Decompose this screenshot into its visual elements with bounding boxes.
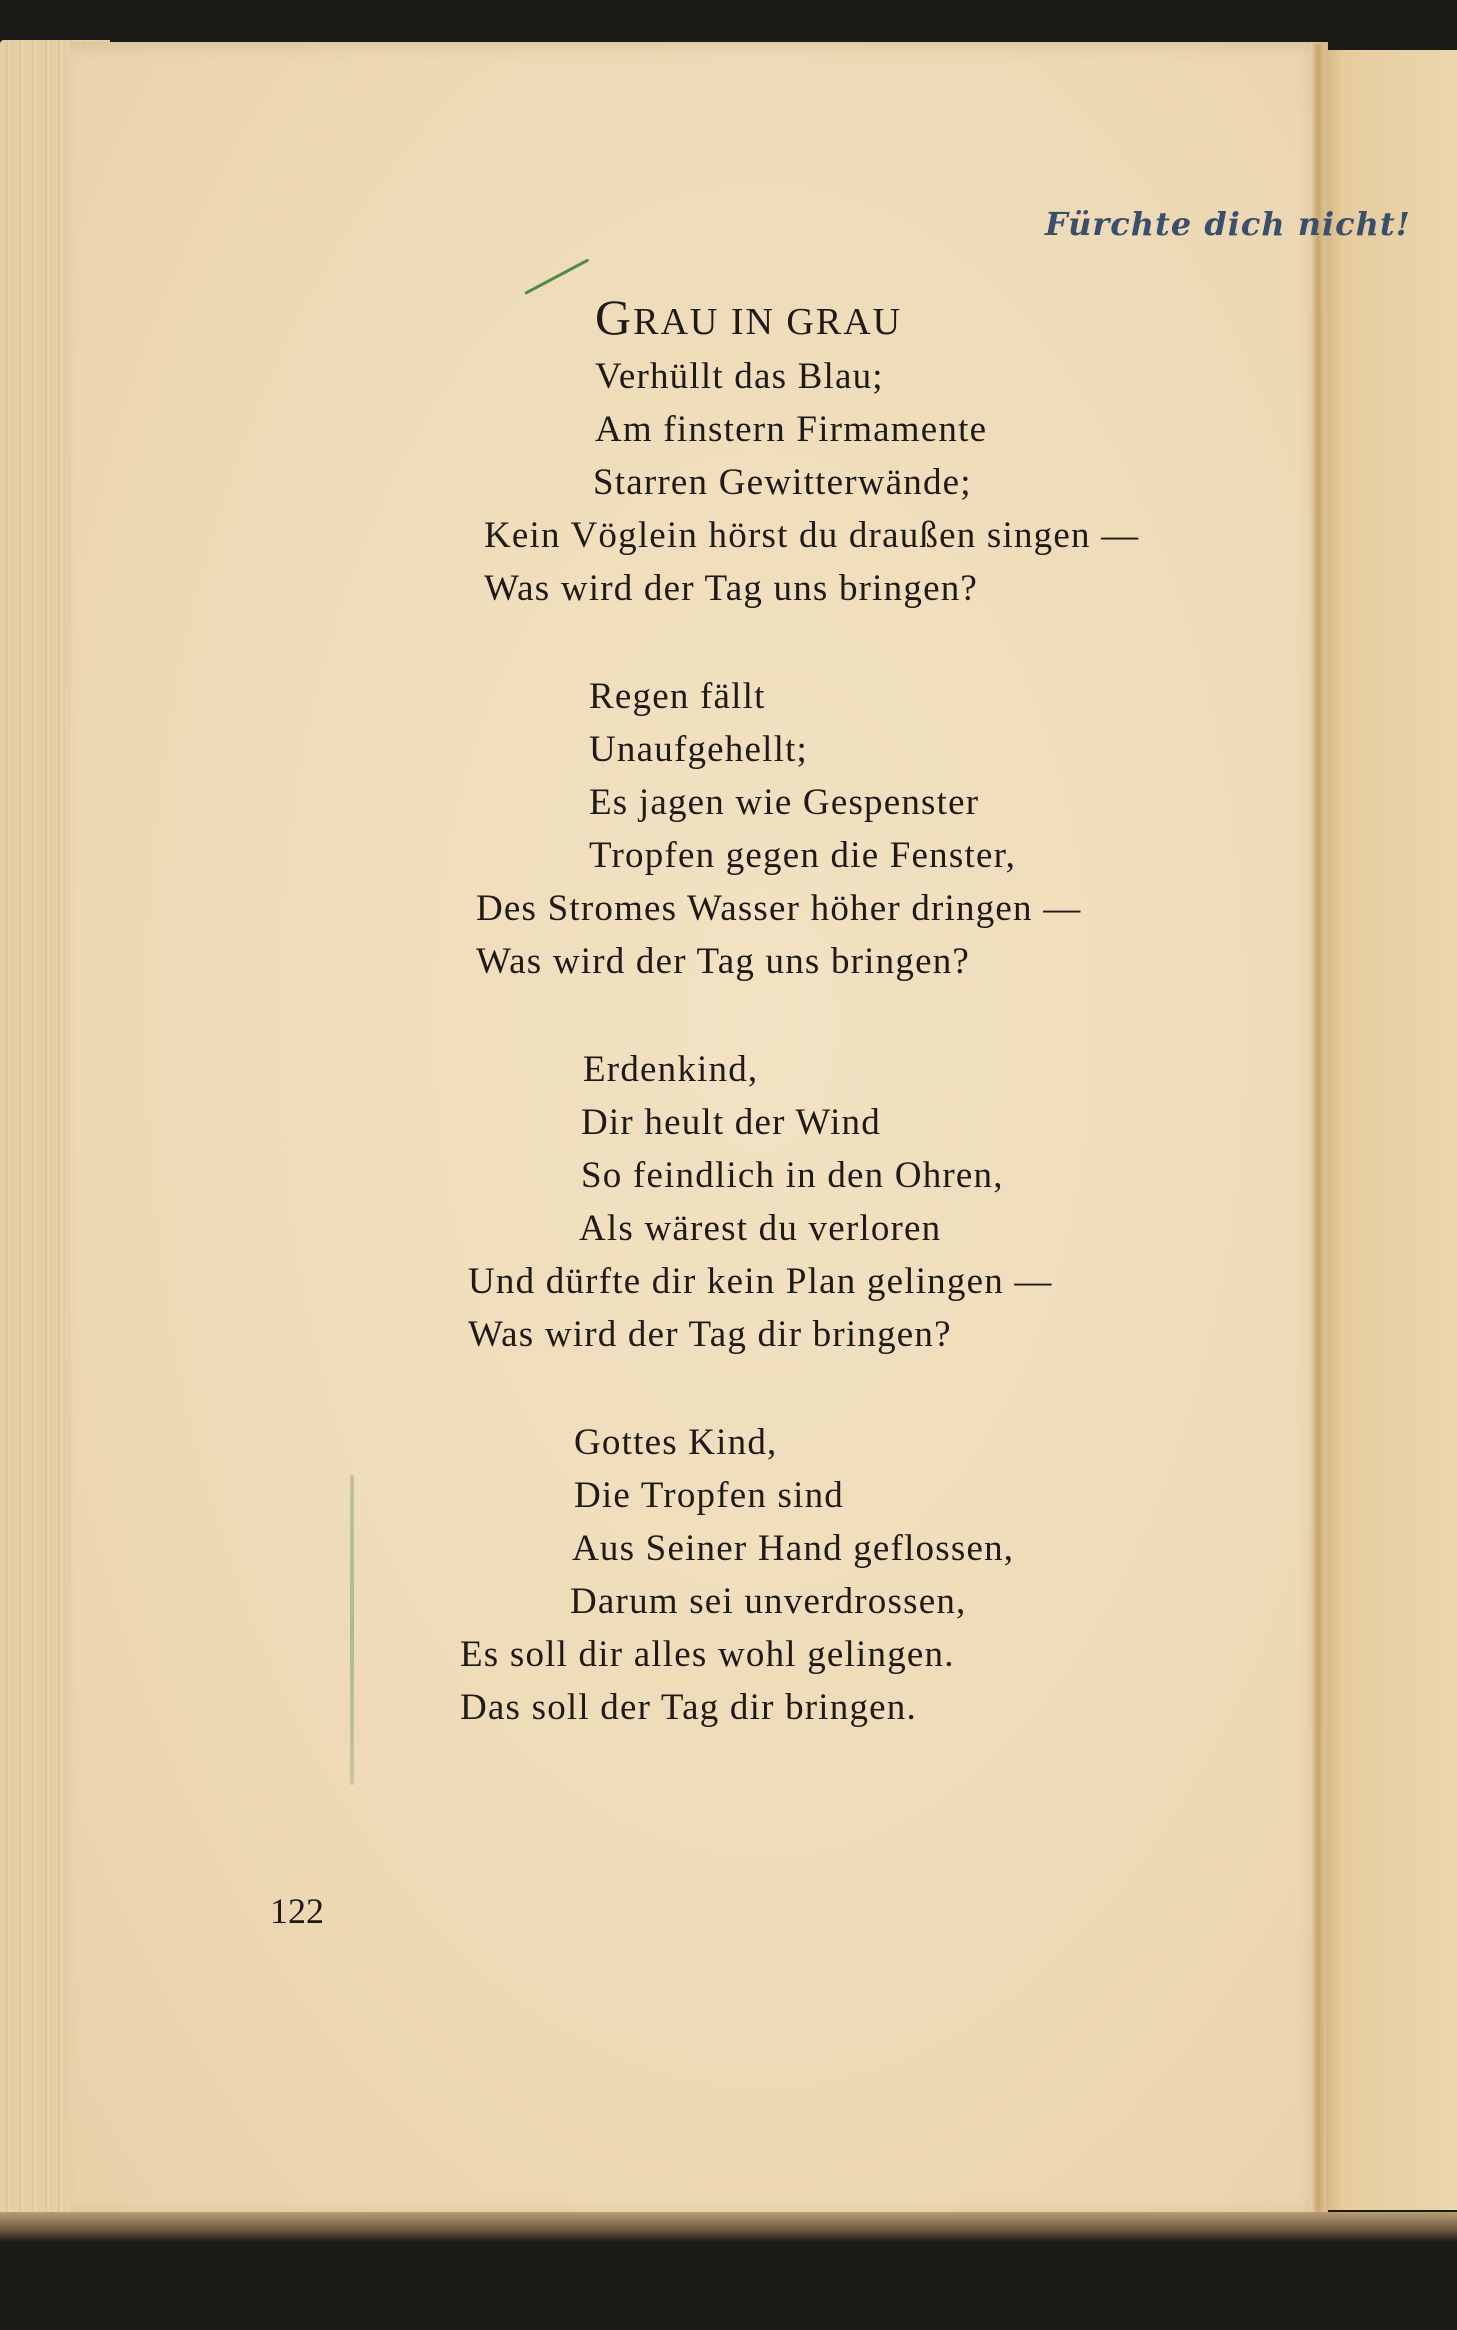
- poem-line: Darum sei unverdrossen,: [570, 1581, 967, 1622]
- poem-line: Das soll der Tag dir bringen.: [460, 1687, 917, 1728]
- poem-line: Verhüllt das Blau;: [595, 356, 884, 397]
- poem-line: Kein Vöglein hörst du draußen singen —: [484, 515, 1140, 556]
- poem-line: Des Stromes Wasser höher dringen —: [476, 888, 1082, 929]
- poem-line: Es jagen wie Gespenster: [589, 782, 980, 823]
- poem-line: Die Tropfen sind: [574, 1475, 844, 1516]
- poem-line: Aus Seiner Hand geflossen,: [572, 1528, 1015, 1569]
- poem-line: Unaufgehellt;: [589, 729, 809, 770]
- poem-line: Regen fällt: [589, 676, 766, 717]
- page-number: 122: [270, 1891, 324, 1931]
- poem-line: Was wird der Tag uns bringen?: [484, 568, 979, 609]
- poem-line: Was wird der Tag uns bringen?: [476, 941, 971, 982]
- poem-line: Und dürfte dir kein Plan gelingen —: [468, 1261, 1053, 1302]
- poem-line: Es soll dir alles wohl gelingen.: [460, 1634, 955, 1675]
- poem-line: Am finstern Firmamente: [595, 409, 988, 450]
- running-head: Fürchte dich nicht!: [1045, 205, 1411, 243]
- poem-line: Erdenkind,: [583, 1049, 759, 1090]
- poem-title-rest: RAU IN GRAU: [633, 301, 903, 343]
- poem-title-initial: G: [595, 289, 634, 345]
- poem-line: Dir heult der Wind: [581, 1102, 881, 1143]
- poem-line: Gottes Kind,: [574, 1422, 778, 1463]
- poem-line: Starren Gewitterwände;: [593, 462, 972, 503]
- poem-line: Was wird der Tag dir bringen?: [468, 1314, 952, 1355]
- poem-line: So feindlich in den Ohren,: [581, 1155, 1004, 1196]
- poem-line: Tropfen gegen die Fenster,: [589, 835, 1017, 876]
- poem-line: Als wärest du verloren: [579, 1208, 942, 1249]
